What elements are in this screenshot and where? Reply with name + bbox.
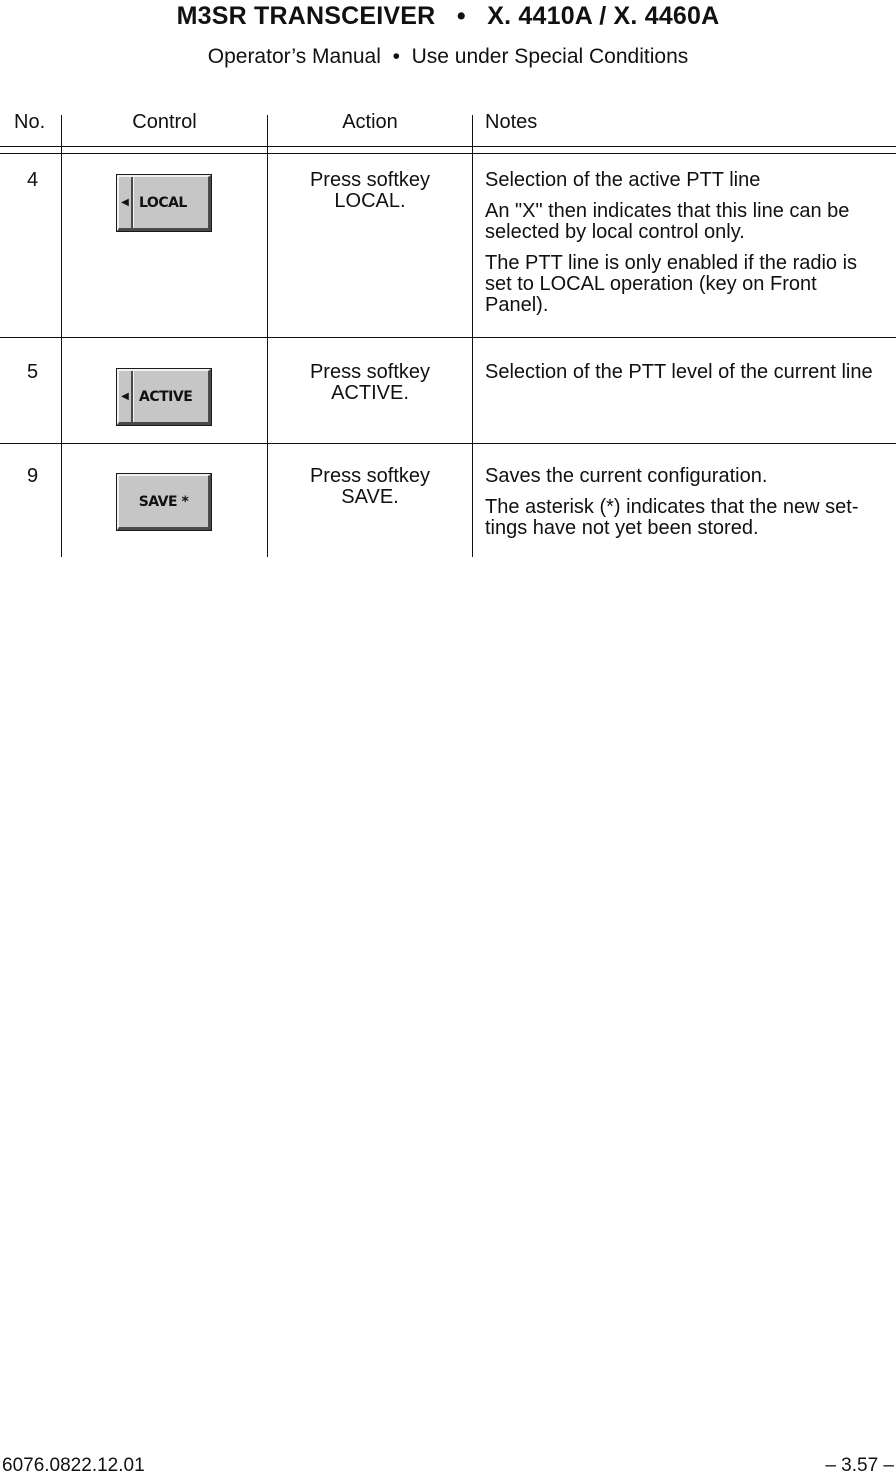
softkey-label: SAVE * [138,493,189,510]
action-line: Press softkey [309,465,431,487]
notes-paragraph: Saves the current configuration. [485,465,768,487]
row-number: 4 [27,169,39,191]
active-softkey-button [117,369,211,425]
notes-text [485,170,885,326]
action-line: LOCAL. [334,190,406,212]
row-number: 9 [27,465,39,487]
column-header-control: Control [132,111,197,133]
action-line: ACTIVE. [331,382,409,404]
column-header-no: No. [14,111,46,133]
left-arrow-icon: ◀ [119,371,133,422]
local-softkey-button [117,175,211,231]
header-rule-bottom [0,153,896,154]
row-divider [0,337,896,338]
notes-paragraph: An "X" then indicates that this line can be selected by local control only. [485,200,850,243]
save-softkey-button [117,474,211,530]
notes-paragraph: The PTT line is only enabled if the radio is set to LOCAL operation (key on Front Panel). [485,252,858,316]
row-number: 5 [27,361,39,383]
column-divider-1 [61,115,62,557]
document-title: M3SR TRANSCEIVER • X. 4410A / X. 4460A [176,2,720,30]
action-text [268,362,472,404]
left-arrow-icon: ◀ [119,177,133,228]
row-divider [0,443,896,444]
column-header-notes: Notes [485,111,538,133]
softkey-label: ACTIVE [139,388,193,405]
notes-paragraph: The asterisk (*) indicates that the new set-tings have not yet been stored. [485,496,859,539]
action-line: Press softkey [309,169,431,191]
notes-text [485,362,880,393]
notes-paragraph: Selection of the active PTT line [485,169,761,191]
column-divider-3 [472,115,473,557]
document-number: 6076.0822.12.01 [2,1455,145,1476]
column-header-action: Action [342,111,398,133]
header-rule-top [0,146,896,147]
document-subtitle: Operator’s Manual • Use under Special Conditions [207,45,689,68]
notes-text [485,466,885,549]
page-number: – 3.57 – [825,1455,894,1476]
softkey-label: LOCAL [139,194,187,211]
action-line: Press softkey [309,361,431,383]
notes-paragraph: Selection of the PTT level of the current line [485,361,873,383]
action-text [268,466,472,508]
action-line: SAVE. [341,486,399,508]
action-text [268,170,472,212]
